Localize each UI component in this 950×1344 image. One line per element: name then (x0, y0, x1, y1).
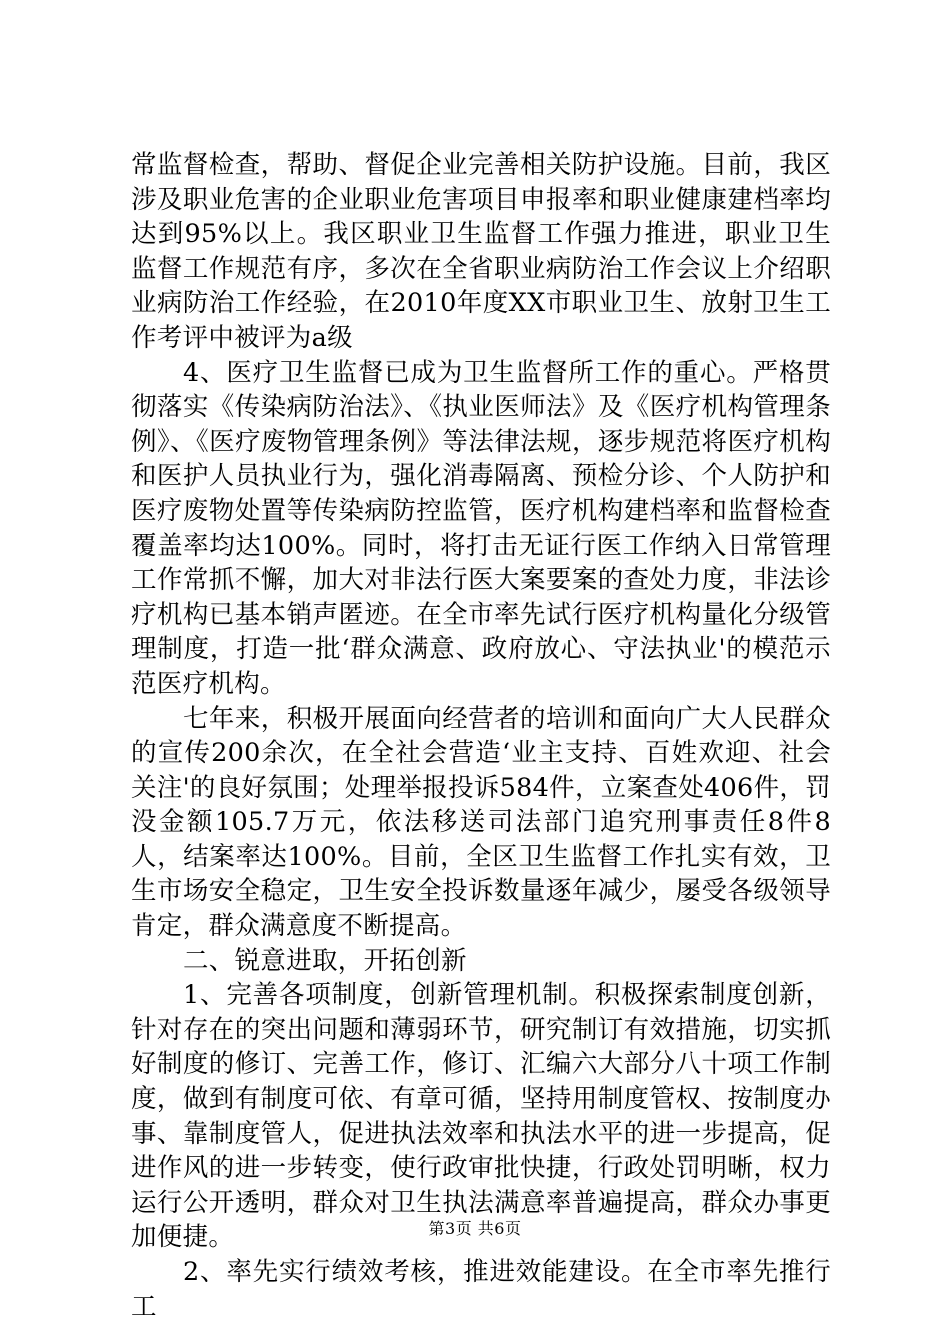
document-body (131, 148, 831, 1324)
paragraph-occupational-health: 常监督检查，帮助、督促企业完善相关防护设施。目前，我区涉及职业危害的企业职业危害项目申报率和职业健康建档率均达到95%以上。我区职业卫生监督工作强力推进，职业卫生监督工作规范有序，多次在全省职业病防治工作会议上介绍职业病防治工作经验，在2010年度XX市职业卫生、放射卫生工作考评中被评为a级 (131, 150, 831, 353)
page-number-footer: 第3页 共6页 (428, 1219, 522, 1238)
paragraph-improve-systems: 1、完善各项制度，创新管理机制。积极探索制度创新，针对存在的突出问题和薄弱环节，研究制订有效措施，切实抓好制度的修订、完善工作，修订、汇编六大部分八十项工作制度，做到有制度可依、有章可循，坚持用制度管权、按制度办事、靠制度管人，促进执法效率和执法水平的进一步提高，促进作风的进一步转变，使行政审批快捷，行政处罚明晰，权力运行公开透明，群众对卫生执法满意率普遍提高，群众办事更加便捷。 (131, 980, 831, 1253)
section-heading-innovation: 二、锐意进取，开拓创新 (183, 945, 467, 976)
paragraph-performance-assessment: 2、率先实行绩效考核，推进效能建设。在全市率先推行工 (131, 1257, 831, 1322)
paragraph-seven-years-summary: 七年来，积极开展面向经营者的培训和面向广大人民群众的宣传200余次，在全社会营造‘业主支持、百姓欢迎、社会关注'的良好氛围；处理举报投诉584件，立案查处406件，罚没金额105.7万元，依法移送司法部门追究刑事责任8件8人，结案率达100%。目前，全区卫生监督工作扎实有效，卫生市场安全稳定，卫生安全投诉数量逐年减少，屡受各级领导肯定，群众满意度不断提高。 (131, 703, 831, 942)
paragraph-medical-supervision: 4、医疗卫生监督已成为卫生监督所工作的重心。严格贯彻落实《传染病防治法》、《执业医师法》及《医疗机构管理条例》、《医疗废物管理条例》等法律法规，逐步规范将医疗机构和医护人员执业行为，强化消毒隔离、预检分诊、个人防护和医疗废物处置等传染病防控监管，医疗机构建档率和监督检查覆盖率均达100%。同时，将打击无证行医工作纳入日常管理工作常抓不懈，加大对非法行医大案要案的查处力度，非法诊疗机构已基本销声匿迹。在全市率先试行医疗机构量化分级管理制度，打造一批‘群众满意、政府放心、守法执业'的模范示范医疗机构。 (131, 357, 831, 699)
